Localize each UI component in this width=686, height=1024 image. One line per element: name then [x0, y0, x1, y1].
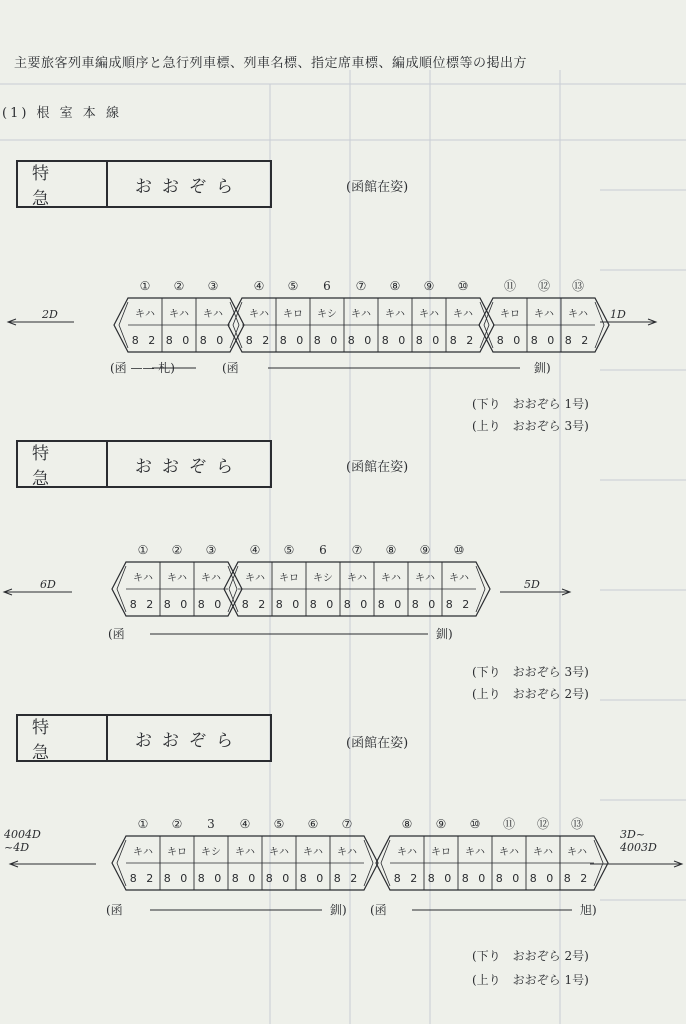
car-type-code: キロ — [279, 573, 299, 584]
car-position-number: ⑫ — [536, 817, 550, 831]
train-number-right: 5D — [524, 578, 540, 591]
car-nose-line — [119, 302, 128, 348]
car-number: 8 0 — [265, 872, 293, 885]
car-type-code: キハ — [235, 847, 255, 858]
train-name-label: おおぞら — [135, 176, 243, 197]
train-type-label: 特 急 — [18, 716, 108, 760]
car-type-code: キハ — [303, 847, 323, 858]
car-type-code: キハ — [415, 573, 435, 584]
car-number: 8 2 — [563, 872, 591, 885]
car-number: 8 2 — [241, 598, 269, 611]
car-position-number: ① — [137, 817, 149, 831]
car-position-number: ⑩ — [469, 817, 481, 831]
car-nose-line — [117, 840, 126, 886]
car-position-number: ⑦ — [355, 279, 367, 293]
train-type-label: 特 急 — [18, 162, 108, 206]
car-type-code: キシ — [317, 309, 337, 320]
service-name: (下り おおぞら 2号) — [472, 949, 589, 963]
car-position-number: ③ — [207, 279, 219, 293]
car-type-code: キハ — [245, 573, 265, 584]
car-number: 8 0 — [377, 598, 405, 611]
car-number: 8 0 — [530, 334, 558, 347]
car-position-number: ⑤ — [283, 543, 295, 557]
car-nose-line — [233, 302, 242, 348]
car-number: 8 0 — [279, 334, 307, 347]
car-position-number: ② — [171, 543, 183, 557]
car-number: 8 0 — [496, 334, 524, 347]
car-type-code: キハ — [567, 847, 587, 858]
car-number: 8 0 — [343, 598, 371, 611]
car-type-code: キハ — [167, 573, 187, 584]
car-position-number: ② — [173, 279, 185, 293]
car-number: 8 0 — [411, 598, 439, 611]
car-number: 8 2 — [129, 598, 157, 611]
section-label: (函 — [106, 903, 123, 917]
car-position-number: ⑦ — [341, 817, 353, 831]
car-type-code: キハ — [133, 847, 153, 858]
car-number: 8 0 — [427, 872, 455, 885]
car-type-code: キハ — [419, 309, 439, 320]
car-position-number: ⑤ — [273, 817, 285, 831]
car-type-code: キシ — [313, 573, 333, 584]
car-position-number: ⑬ — [571, 279, 585, 293]
train-number-right: 3D~ — [620, 828, 646, 841]
car-number: 8 0 — [313, 334, 341, 347]
section-label: (函 — [222, 361, 239, 375]
car-position-number: ⑧ — [385, 543, 397, 557]
car-type-code: キハ — [499, 847, 519, 858]
car-type-code: キハ — [568, 309, 588, 320]
train-number-right: 4003D — [620, 841, 657, 854]
section-label: 釧) — [330, 903, 347, 917]
car-type-code: キハ — [449, 573, 469, 584]
car-position-number: 6 — [323, 279, 331, 293]
depot-note: (函館在姿) — [346, 736, 409, 751]
car-number: 8 0 — [231, 872, 259, 885]
car-type-code: キハ — [203, 309, 223, 320]
car-type-code: キハ — [385, 309, 405, 320]
car-type-code: キハ — [133, 573, 153, 584]
car-position-number: ⑨ — [435, 817, 447, 831]
car-number: 8 0 — [275, 598, 303, 611]
car-number: 8 0 — [495, 872, 523, 885]
car-number: 8 0 — [381, 334, 409, 347]
car-number: 8 0 — [309, 598, 337, 611]
line-heading: (1) 根 室 本 線 — [2, 106, 122, 121]
train-number-left: ~4D — [4, 841, 30, 854]
car-type-code: キハ — [534, 309, 554, 320]
car-number: 8 2 — [393, 872, 421, 885]
car-type-code: キハ — [249, 309, 269, 320]
section-label: (函 —— 札) — [110, 361, 175, 375]
car-number: 8 0 — [163, 598, 191, 611]
car-nose-line — [117, 566, 126, 612]
section-label: (函 — [370, 903, 387, 917]
car-number: 8 0 — [461, 872, 489, 885]
car-position-number: ⑨ — [419, 543, 431, 557]
car-nose-line — [381, 840, 390, 886]
car-type-code: キハ — [397, 847, 417, 858]
car-number: 8 2 — [449, 334, 477, 347]
car-type-code: キシ — [201, 847, 221, 858]
car-type-code: キハ — [465, 847, 485, 858]
car-position-number: ⑪ — [502, 817, 516, 831]
car-position-number: ⑪ — [503, 279, 517, 293]
service-name: (上り おおぞら 1号) — [472, 973, 589, 987]
car-position-number: ⑫ — [537, 279, 551, 293]
car-number: 8 0 — [197, 872, 225, 885]
car-number: 8 2 — [445, 598, 473, 611]
car-nose-line — [364, 840, 373, 886]
car-position-number: ⑬ — [570, 817, 584, 831]
car-type-code: キロ — [283, 309, 303, 320]
car-position-number: ③ — [205, 543, 217, 557]
depot-note: (函館在姿) — [346, 180, 409, 195]
section-label: 旭) — [580, 903, 597, 917]
car-position-number: 3 — [207, 817, 215, 831]
car-number: 8 0 — [529, 872, 557, 885]
service-name: (下り おおぞら 1号) — [472, 397, 589, 411]
depot-note: (函館在姿) — [346, 460, 409, 475]
car-position-number: ① — [139, 279, 151, 293]
car-nose-line — [594, 840, 603, 886]
service-name: (下り おおぞら 3号) — [472, 665, 589, 679]
car-number: 8 0 — [165, 334, 193, 347]
train-number-left: 2D — [42, 308, 58, 321]
train-number-left: 4004D — [4, 828, 41, 841]
car-number: 8 0 — [415, 334, 443, 347]
car-type-code: キハ — [381, 573, 401, 584]
train-name-label: おおぞら — [135, 456, 243, 477]
car-position-number: ④ — [239, 817, 251, 831]
car-position-number: ⑨ — [423, 279, 435, 293]
car-type-code: キハ — [269, 847, 289, 858]
car-type-code: キハ — [347, 573, 367, 584]
car-position-number: ④ — [249, 543, 261, 557]
document-title: 主要旅客列車編成順序と急行列車標、列車名標、指定席車標、編成順位標等の掲出方 — [14, 56, 528, 71]
car-type-code: キハ — [337, 847, 357, 858]
car-number: 8 0 — [163, 872, 191, 885]
car-type-code: キハ — [135, 309, 155, 320]
car-position-number: ⑧ — [389, 279, 401, 293]
car-number: 8 0 — [347, 334, 375, 347]
car-position-number: ⑩ — [453, 543, 465, 557]
train-type-label: 特 急 — [18, 442, 108, 486]
car-number: 8 2 — [129, 872, 157, 885]
car-position-number: ④ — [253, 279, 265, 293]
train-number-left: 6D — [40, 578, 56, 591]
car-position-number: ⑥ — [307, 817, 319, 831]
car-number: 8 2 — [245, 334, 273, 347]
car-number: 8 2 — [131, 334, 159, 347]
service-name: (上り おおぞら 2号) — [472, 687, 589, 701]
car-number: 8 0 — [197, 598, 225, 611]
train-name-label: おおぞら — [135, 730, 243, 751]
car-type-code: キロ — [431, 847, 451, 858]
service-name: (上り おおぞら 3号) — [472, 419, 589, 433]
car-type-code: キロ — [500, 309, 520, 320]
car-type-code: キハ — [533, 847, 553, 858]
car-nose-line — [476, 566, 485, 612]
car-number: 8 2 — [564, 334, 592, 347]
car-type-code: キロ — [167, 847, 187, 858]
car-number: 8 2 — [333, 872, 361, 885]
car-nose-line — [595, 302, 604, 348]
section-label: 釧) — [436, 627, 453, 641]
car-type-code: キハ — [453, 309, 473, 320]
car-position-number: ⑩ — [457, 279, 469, 293]
car-number: 8 0 — [199, 334, 227, 347]
car-type-code: キハ — [201, 573, 221, 584]
car-type-code: キハ — [351, 309, 371, 320]
car-nose-line — [230, 302, 239, 348]
train-number-right: 1D — [610, 308, 626, 321]
car-number: 8 0 — [299, 872, 327, 885]
car-position-number: ① — [137, 543, 149, 557]
section-label: 釧) — [534, 361, 551, 375]
car-type-code: キハ — [169, 309, 189, 320]
car-position-number: ② — [171, 817, 183, 831]
car-position-number: 6 — [319, 543, 327, 557]
section-label: (函 — [108, 627, 125, 641]
car-position-number: ⑧ — [401, 817, 413, 831]
car-position-number: ⑤ — [287, 279, 299, 293]
car-position-number: ⑦ — [351, 543, 363, 557]
